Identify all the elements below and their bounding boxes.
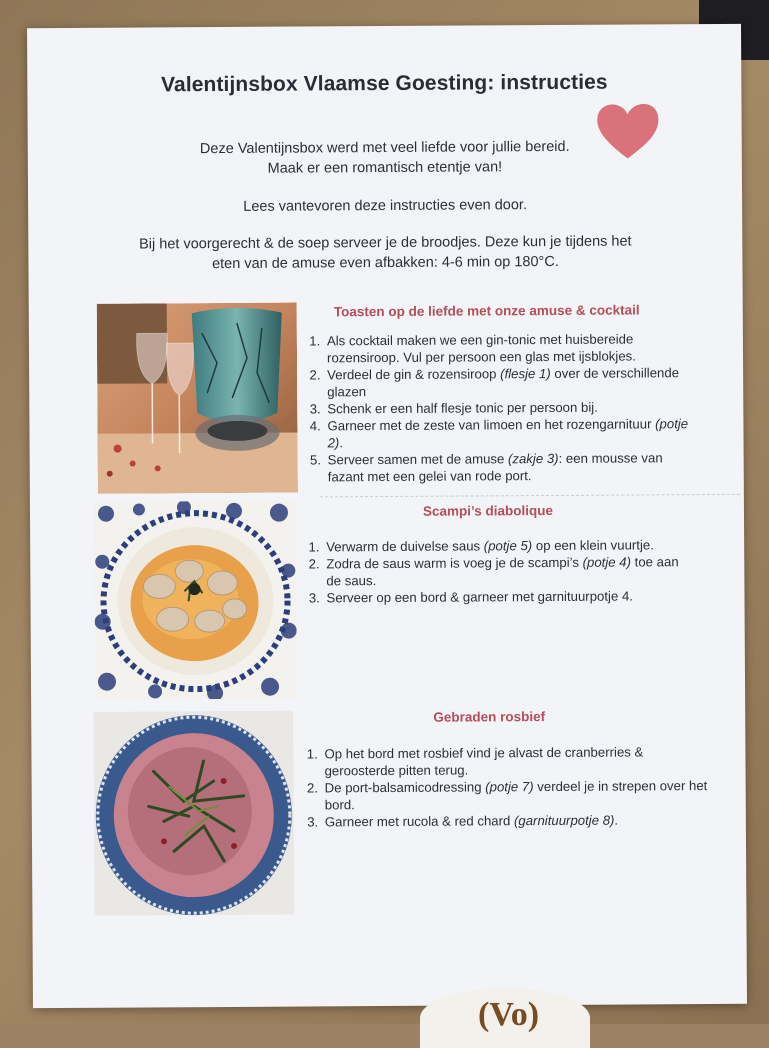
scampi-photo [94, 501, 297, 700]
intro-line: Deze Valentijnsbox werd met veel liefde voor jullie bereid. [28, 136, 742, 160]
intro-line: Maak er een romantisch etentje van! [28, 156, 742, 180]
step-reference: (potje 5) [484, 538, 532, 553]
step-item [325, 449, 695, 485]
step-item [324, 364, 694, 400]
section-heading: Gebraden rosbief [319, 708, 659, 725]
step-item [323, 587, 693, 606]
step-text: Serveer op een bord & garneer met garnituurpotje 4. [326, 588, 633, 605]
step-text: op een klein vuurtje. [532, 537, 654, 553]
step-text: . [614, 813, 618, 828]
cocktail-photo [97, 303, 298, 494]
step-list [303, 536, 693, 606]
intro-line: eten van de amuse even afbakken: 4-6 min op 180°C. [28, 251, 742, 275]
step-item [322, 811, 712, 830]
step-text: Garneer met rucola & red chard [325, 813, 514, 829]
brand-logo-mark: (Vo) [478, 996, 539, 1034]
step-text: : een mousse van fazant met een gelei van rode port. [328, 450, 663, 484]
step-text: verdeel je in strepen over het bord. [325, 778, 708, 812]
step-text: Zodra de saus warm is voeg je de scampi’s [326, 555, 582, 572]
step-text: Schenk er een half flesje tonic per persoon bij. [327, 400, 598, 417]
step-reference: (potje 2) [328, 416, 689, 450]
step-list [304, 330, 695, 485]
step-item [323, 553, 693, 589]
instruction-sheet [27, 24, 747, 1008]
rosbief-photo [93, 711, 294, 916]
step-text: De port-balsamicodressing [325, 779, 486, 795]
step-reference: (garnituurpotje 8) [514, 813, 615, 829]
step-reference: (potje 7) [485, 779, 533, 794]
intro-line: Lees vantevoren deze instructies even door. [28, 194, 742, 218]
step-text: Op het bord met rosbief vind je alvast de cranberries & geroosterde pitten terug. [324, 744, 643, 778]
step-item [321, 743, 711, 779]
step-text: Verdeel de gin & rozensiroop [327, 366, 500, 382]
step-text: Verwarm de duivelse saus [326, 538, 484, 554]
section-heading: Toasten op de liefde met onze amuse & cocktail [317, 302, 657, 319]
step-text: Garneer met de zeste van limoen en het rozengarnituur [327, 416, 655, 433]
step-list [301, 743, 712, 831]
step-text: over de verschillende glazen [327, 365, 679, 399]
step-text: Serveer samen met de amuse [328, 451, 508, 467]
step-text: Als cocktail maken we een gin-tonic met huisbereide rozensiroop. Vul per persoon een glas met ijsblokjes. [327, 331, 636, 365]
step-reference: (zakje 3) [508, 451, 559, 466]
section-heading: Scampi’s diabolique [318, 502, 658, 519]
step-reference: (potje 4) [583, 555, 631, 570]
step-item [324, 330, 694, 366]
step-item [322, 777, 712, 813]
divider [320, 494, 740, 498]
step-item [324, 415, 694, 451]
step-text: . [339, 435, 343, 450]
intro-line: Bij het voorgerecht & de soep serveer je de broodjes. Deze kun je tijdens het [28, 231, 742, 255]
page-title: Valentijnsbox Vlaamse Goesting: instructies [27, 70, 741, 98]
step-text: toe aan de saus. [326, 554, 678, 588]
step-reference: (flesje 1) [500, 366, 551, 381]
